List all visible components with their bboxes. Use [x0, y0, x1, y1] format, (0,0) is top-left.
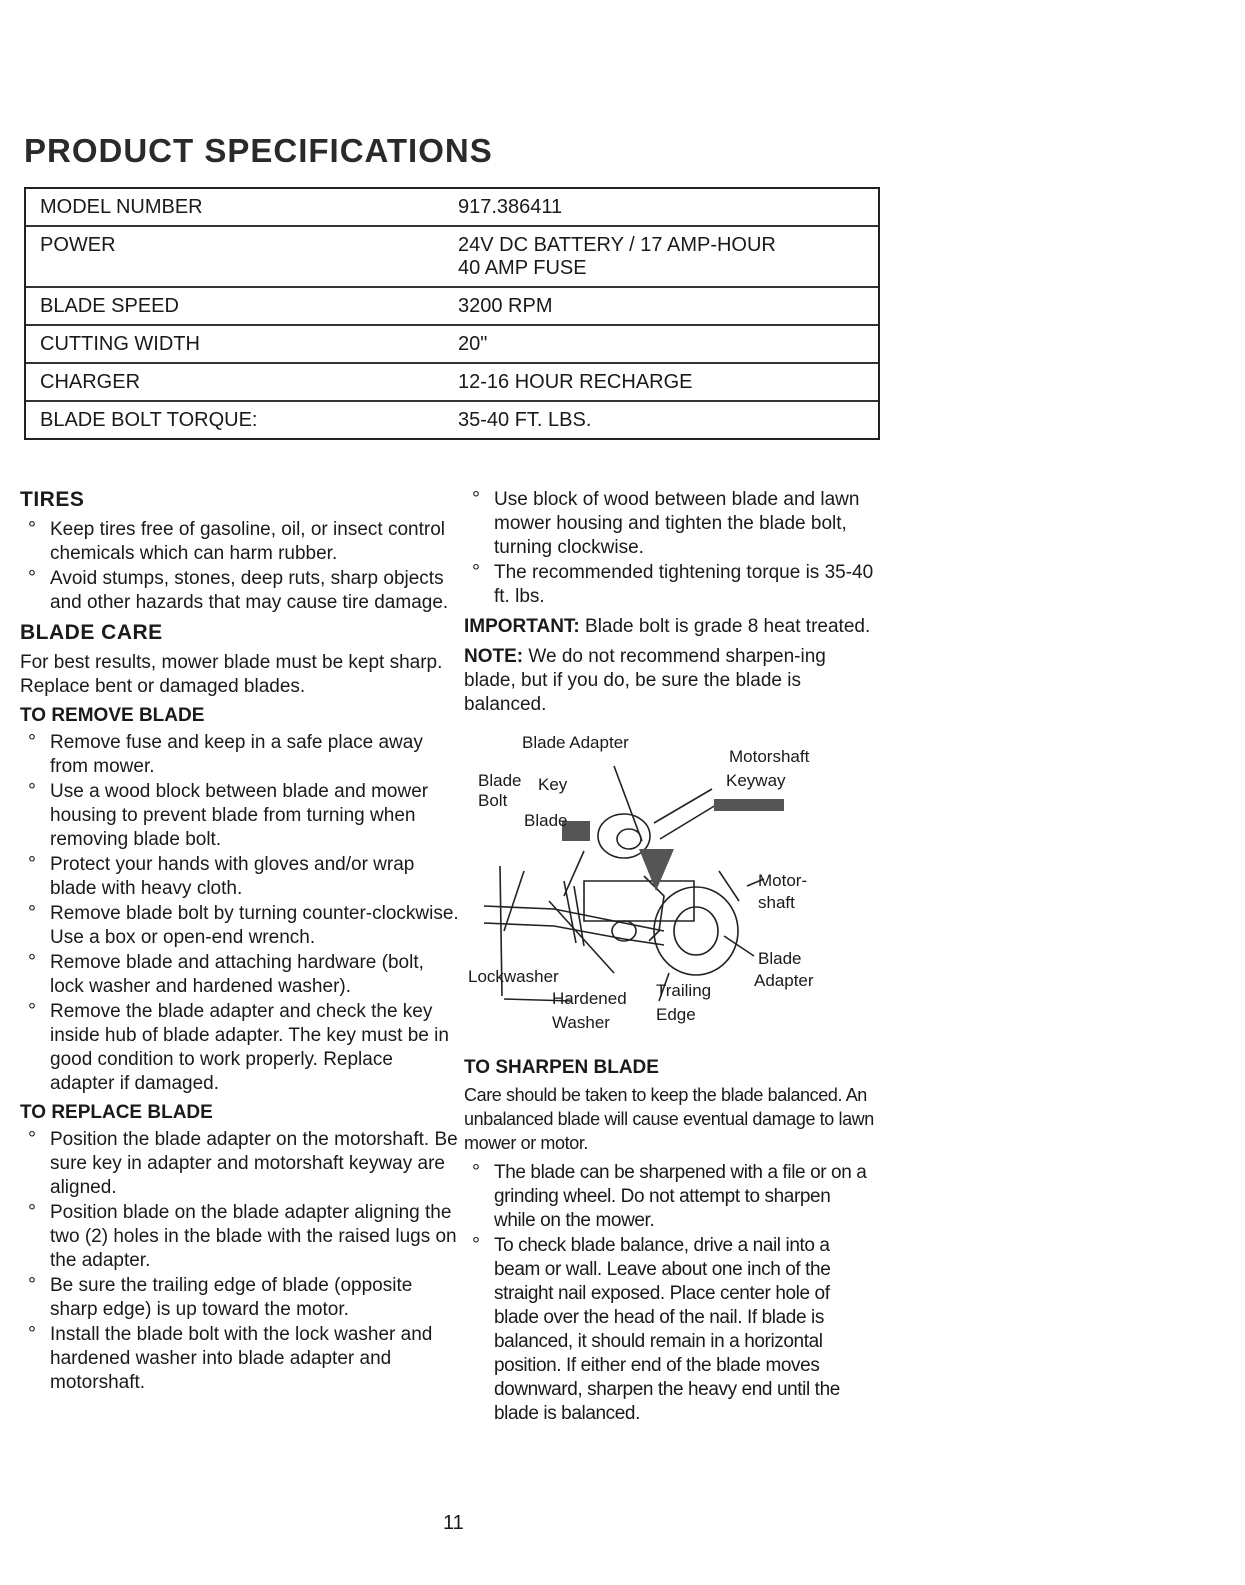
spec-value: 917.386411	[458, 196, 563, 218]
list-item: ° Install the blade bolt with the lock washer and hardened washer into blade adapter and motorshaft.	[20, 1323, 460, 1395]
spec-value: 35-40 FT. LBS.	[458, 409, 592, 431]
remove-blade-list	[20, 731, 460, 1096]
spec-row	[26, 402, 878, 438]
sharpen-intro: Care should be taken to keep the blade balanced. An unbalanced blade will cause eventual damage to lawn mower or motor.	[464, 1085, 874, 1153]
list-item: ° Position the blade adapter on the motorshaft. Be sure key in adapter and motorshaft keyway are aligned.	[20, 1128, 460, 1200]
spec-label: POWER	[40, 234, 116, 256]
list-item: ° Be sure the trailing edge of blade (opposite sharp edge) is up toward the motor.	[20, 1274, 460, 1322]
note-label: NOTE:	[464, 646, 524, 667]
spec-row	[26, 189, 878, 227]
spec-value: 20"	[458, 333, 488, 355]
spec-label: CUTTING WIDTH	[40, 333, 200, 355]
important-text: Blade bolt is grade 8 heat treated.	[585, 616, 871, 637]
diagram-label-lockwasher: Lockwasher	[468, 967, 559, 986]
important-note	[464, 615, 874, 639]
spec-label: CHARGER	[40, 371, 141, 393]
sharpen-blade-heading: TO SHARPEN BLADE	[464, 1057, 659, 1078]
spec-label: MODEL NUMBER	[40, 196, 203, 218]
diagram-label-edge: Edge	[656, 1005, 696, 1024]
list-item: ° The blade can be sharpened with a file or on a grinding wheel. Do not attempt to sharpen while on the mower.	[464, 1161, 874, 1233]
left-column	[20, 488, 460, 1401]
spec-table	[24, 187, 880, 440]
sharpen-note	[464, 645, 874, 717]
spec-label: BLADE SPEED	[40, 295, 179, 317]
blade-assembly-illustration	[464, 731, 874, 1051]
spec-row	[26, 227, 878, 288]
spec-value: 12-16 HOUR RECHARGE	[458, 371, 693, 393]
note-text: We do not recommend sharpen-ing blade, but if you do, be sure the blade is balanced.	[464, 646, 826, 715]
list-item: ° Remove blade bolt by turning counter-clockwise. Use a box or open-end wrench.	[20, 902, 460, 950]
diagram-label-washer: Washer	[552, 1013, 610, 1032]
spec-row	[26, 326, 878, 364]
list-item: ° Use a wood block between blade and mower housing to prevent blade from turning when removing blade bolt.	[20, 780, 460, 852]
diagram-label-motorshaft: Motorshaft	[729, 747, 810, 766]
list-item: ° Remove blade and attaching hardware (bolt, lock washer and hardened washer).	[20, 951, 460, 999]
spec-value: 24V DC BATTERY / 17 AMP-HOUR 40 AMP FUSE	[458, 234, 776, 279]
diagram-label-motor-shaft: Motor-	[758, 871, 808, 890]
list-item: ° Avoid stumps, stones, deep ruts, sharp objects and other hazards that may cause tire damage.	[20, 567, 460, 615]
list-item: ° Use block of wood between blade and lawn mower housing and tighten the blade bolt, turning clockwise.	[464, 488, 874, 560]
list-item: ° Remove fuse and keep in a safe place away from mower.	[20, 731, 460, 779]
blade-assembly-diagram	[464, 731, 874, 1051]
page-number: 11	[443, 1512, 464, 1534]
diagram-label-blade-bolt: Blade	[478, 771, 522, 790]
blade-care-intro: For best results, mower blade must be kept sharp. Replace bent or damaged blades.	[20, 652, 443, 697]
spec-row	[26, 364, 878, 402]
diagram-label-blade-bolt-2: Bolt	[478, 791, 508, 810]
tighten-list	[464, 488, 874, 609]
spec-label: BLADE BOLT TORQUE:	[40, 409, 258, 431]
spec-row	[26, 288, 878, 326]
list-item: ° Protect your hands with gloves and/or wrap blade with heavy cloth.	[20, 853, 460, 901]
list-item: ° To check blade balance, drive a nail into a beam or wall. Leave about one inch of the straight nail exposed. Place center hole of blade over the head of the nail. If blade is balanced, it should remain in a horizontal position. If either end of the blade moves downward, sharpen the heavy end until the blade is balanced.	[464, 1234, 874, 1426]
diagram-label-key: Key	[538, 775, 568, 794]
diagram-label-trailing: Trailing	[656, 981, 712, 1000]
diagram-label-blade: Blade	[524, 811, 568, 830]
sharpen-list	[464, 1161, 874, 1426]
right-column	[464, 488, 874, 1432]
diagram-label-keyway: Keyway	[726, 771, 786, 790]
diagram-label-blade-adapter-right-2: Adapter	[754, 971, 814, 990]
diagram-label-blade-adapter: Blade Adapter	[522, 733, 629, 752]
tires-heading: TIRES	[20, 488, 85, 511]
diagram-label-blade-adapter-right: Blade	[758, 949, 802, 968]
list-item: ° Position blade on the blade adapter aligning the two (2) holes in the blade with the raised lugs on the adapter.	[20, 1201, 460, 1273]
spec-value: 3200 RPM	[458, 295, 553, 317]
page-title: PRODUCT SPECIFICATIONS	[24, 132, 493, 169]
list-item: ° Remove the blade adapter and check the key inside hub of blade adapter. The key must be in good condition to work properly. Replace adapter if damaged.	[20, 1000, 460, 1096]
list-item: ° Keep tires free of gasoline, oil, or insect control chemicals which can harm rubber.	[20, 518, 460, 566]
replace-blade-list	[20, 1128, 460, 1395]
remove-blade-heading: TO REMOVE BLADE	[20, 705, 205, 726]
tires-list	[20, 518, 460, 615]
important-label: IMPORTANT:	[464, 616, 580, 637]
diagram-label-hardened: Hardened	[552, 989, 627, 1008]
replace-blade-heading: TO REPLACE BLADE	[20, 1102, 213, 1123]
list-item: ° The recommended tightening torque is 35-40 ft. lbs.	[464, 561, 874, 609]
diagram-label-motor-shaft-2: shaft	[758, 893, 795, 912]
blade-care-heading: BLADE CARE	[20, 621, 163, 644]
